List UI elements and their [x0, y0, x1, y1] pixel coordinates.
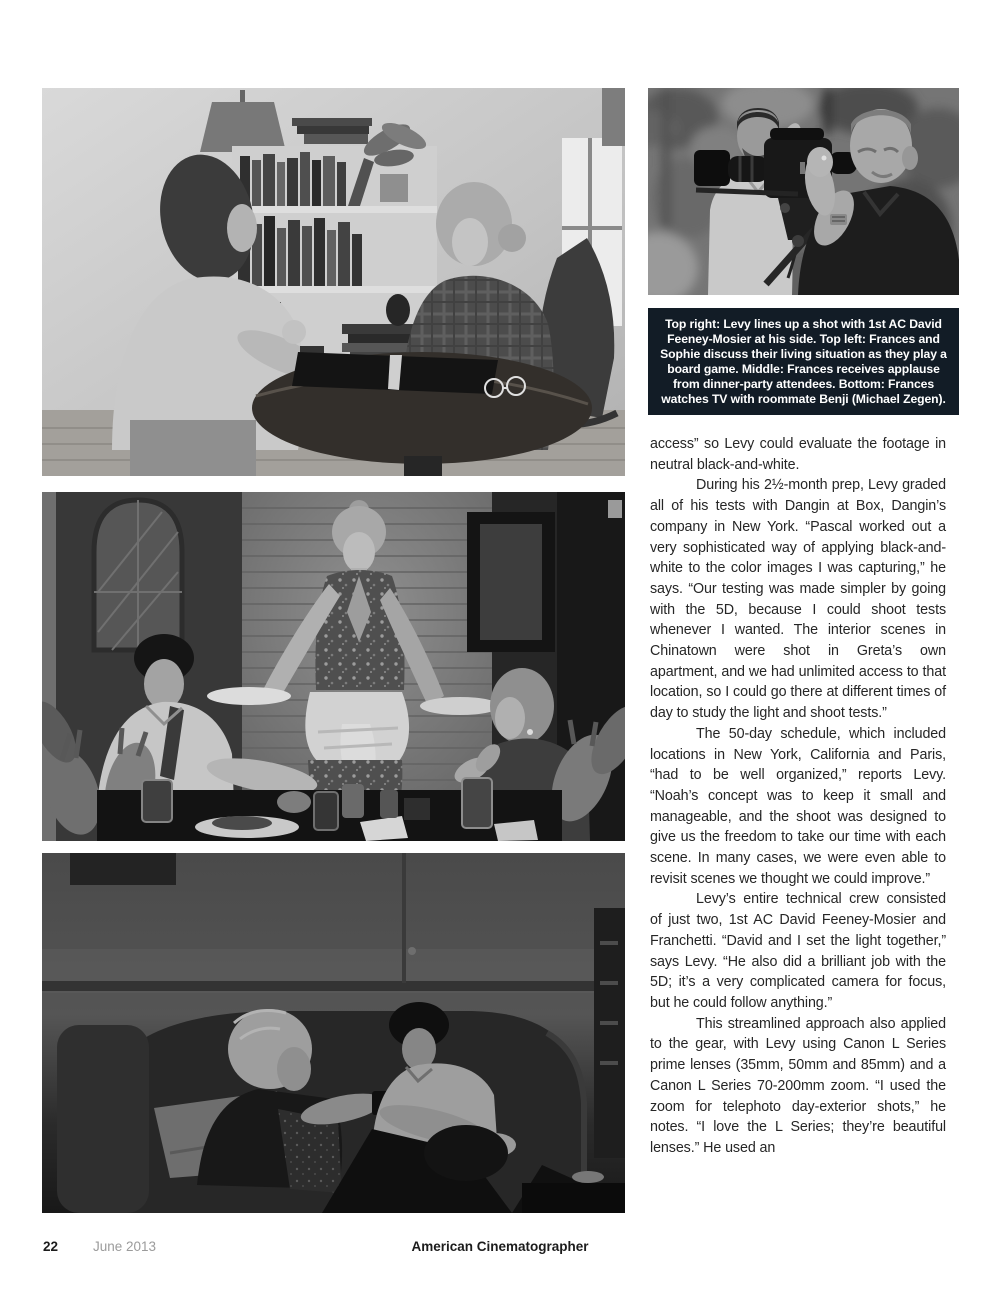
photo-caption-box: [648, 308, 959, 415]
photo-couch-tv: [42, 853, 625, 1213]
article-paragraph: The 50-day schedule, which included locations in New York, California and Paris, “had to be well organized,” reports Levy. “Noah’s concept was to keep it small and manageable, and the shoot was designed to give us the freedom to take our time with each scene. In many cases, we were even able to revisit scenes we thought we could improve.”: [650, 725, 946, 887]
couch-tv-illustration: [42, 853, 625, 1213]
photo-camera: [648, 88, 959, 295]
article-paragraph: This streamlined approach also applied to the gear, with Levy using Canon L Series prime lenses (35mm, 50mm and 85mm) and a Canon L Series 70-200mm zoom. “I used the zoom for telephoto day-exterior shots,” he notes. “I love the L Series; they’re beautiful lenses.” He used an: [650, 1015, 946, 1156]
camera-illustration: [648, 88, 959, 295]
article-paragraph: During his 2½-month prep, Levy graded all of his tests with Dangin at Box, Dangin’s company in New York. “Pascal worked out a very sophisticated way of applying black-and-white to the color images I was capturing,” he says. “Our testing was made simpler by going with the 5D, because I could shoot tests whenever I wanted. The interior scenes in Chinatown were shot in Greta’s own apartment, and we had unlimited access to that location, so I could go there at different times of day to study the light and shoot tests.”: [650, 477, 946, 722]
photo-caption-text: Top right: Levy lines up a shot with 1st AC David Feeney-Mosier at his side. Top left: Frances and Sophie discuss their living situation as they play a board game. Middle: Frances receives applause from dinner-party attendees. Bottom: Frances watches TV with roommate Benji (Michael Zegen).: [660, 316, 947, 406]
article-paragraph: Levy’s entire technical crew consisted of just two, 1st AC David Feeney-Mosier and Franchetti. “David and I set the light together,” says Levy. “He also did a brilliant job with the 5D; it’s a very complicated camera for focus, but he could follow anything.”: [650, 891, 946, 1011]
issue-date: June 2013: [93, 1239, 157, 1254]
article-text-column: [650, 434, 946, 1159]
board-game-illustration: [42, 88, 625, 476]
page-number: 22: [43, 1239, 59, 1254]
photo-dinner-party: [42, 492, 625, 841]
dinner-party-illustration: [42, 492, 625, 841]
photo-board-game: [42, 88, 625, 476]
magazine-title: American Cinematographer: [411, 1239, 589, 1254]
article-paragraph: access” so Levy could evaluate the footage in neutral black-and-white.: [650, 436, 946, 473]
